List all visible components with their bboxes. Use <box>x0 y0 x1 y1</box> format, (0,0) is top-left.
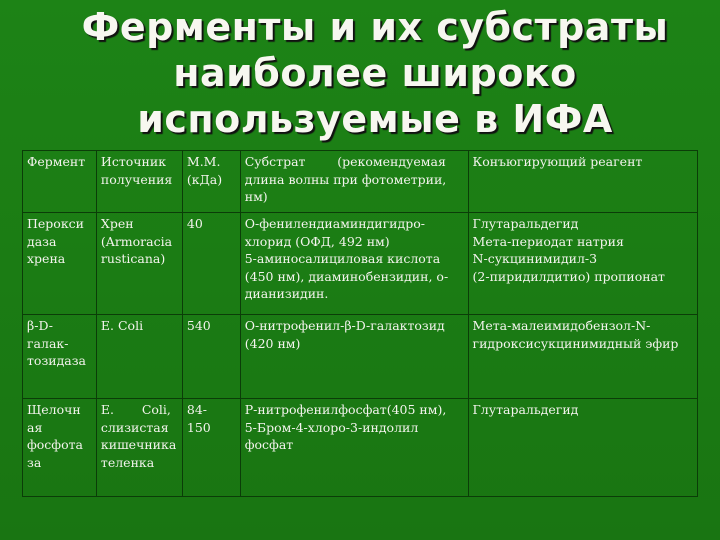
cell-text: М.М. <box>186 154 221 169</box>
cell-text: дианизидин. <box>244 286 329 301</box>
cell-text: получения <box>100 171 173 187</box>
cell-text: Р-нитрофенилфосфат(405 нм), <box>244 402 447 417</box>
cell-text: галак- <box>27 335 69 351</box>
cell-text: тозидаза <box>27 353 87 368</box>
table-header-row <box>23 151 698 213</box>
cell-text: гидроксисукцинимидный эфир <box>472 335 679 351</box>
cell-text: фосфат <box>244 437 294 452</box>
cell-reagent <box>468 213 697 315</box>
cell-text: Щелочн <box>27 402 81 417</box>
enzymes-table <box>22 150 698 497</box>
cell-reagent <box>468 315 697 399</box>
cell-substrate <box>240 399 468 497</box>
title-line-3: используемые в ИФА <box>137 97 613 141</box>
cell-text: фосфота <box>27 437 83 452</box>
cell-text: хрена <box>27 251 66 266</box>
title-line-2: наиболее широко <box>173 51 577 95</box>
cell-text: теленка <box>100 454 155 470</box>
cell-text: (2-пиридилдитио) пропионат <box>472 268 665 284</box>
cell-text: даза <box>27 233 57 249</box>
cell-source <box>96 315 182 399</box>
cell-text: длина волны при фотометрии, <box>244 171 447 187</box>
header-source <box>96 151 182 213</box>
cell-text: 150 <box>186 419 211 435</box>
cell-text: rusticana) <box>100 251 166 266</box>
cell-text: хлорид (ОФД, 492 нм) <box>244 233 390 249</box>
cell-text: Субстрат (рекомендуемая <box>244 154 446 169</box>
cell-text: Мета-малеимидобензол-N- <box>472 318 651 333</box>
header-enzyme <box>23 151 97 213</box>
cell-text: N-сукцинимидил-3 <box>472 251 598 266</box>
cell-reagent <box>468 399 697 497</box>
cell-text: Глутаральдегид <box>472 402 579 417</box>
cell-substrate <box>240 315 468 399</box>
cell-text: кишечника <box>100 437 177 452</box>
cell-text: E. Coli <box>100 318 144 333</box>
cell-text: (450 нм), диаминобензидин, о- <box>244 268 449 284</box>
cell-text: 5-Бром-4-хлоро-3-индолил <box>244 419 419 435</box>
cell-mass <box>182 399 240 497</box>
cell-text: Конъюгирующий реагент <box>472 154 643 169</box>
cell-text: (420 нм) <box>244 335 301 351</box>
cell-substrate <box>240 213 468 315</box>
header-reagent <box>468 151 697 213</box>
cell-text: Глутаральдегид <box>472 216 579 231</box>
title-line-1: Ферменты и их субстраты <box>81 5 669 49</box>
cell-text: О-нитрофенил-β-D-галактозид <box>244 318 445 333</box>
header-mass <box>182 151 240 213</box>
cell-text: Перокси <box>27 216 84 231</box>
cell-text: за <box>27 454 42 470</box>
cell-text: Источник <box>100 154 167 169</box>
cell-source <box>96 399 182 497</box>
cell-text: О-фенилендиаминдигидро- <box>244 216 425 231</box>
header-substrate <box>240 151 468 213</box>
cell-text: слизистая <box>100 419 169 435</box>
cell-text: β-D- <box>27 318 53 333</box>
cell-text: 40 <box>186 216 203 231</box>
cell-text: Хрен <box>100 216 134 231</box>
cell-text: 84- <box>186 402 208 417</box>
cell-mass <box>182 213 240 315</box>
cell-text: Мета-периодат натрия <box>472 233 624 249</box>
cell-text: 5-аминосалициловая кислота <box>244 251 441 266</box>
cell-text: (Armoracia <box>100 233 173 249</box>
table-row <box>23 399 698 497</box>
cell-enzyme <box>23 213 97 315</box>
table-row <box>23 213 698 315</box>
cell-text: Фермент <box>27 154 86 169</box>
cell-text: нм) <box>244 189 268 204</box>
cell-source <box>96 213 182 315</box>
slide-title <box>30 4 720 142</box>
cell-text: (кДа) <box>186 171 223 187</box>
cell-text: E. Coli, <box>100 402 171 417</box>
cell-mass <box>182 315 240 399</box>
cell-enzyme <box>23 399 97 497</box>
cell-text: 540 <box>186 318 211 333</box>
cell-text: ая <box>27 419 43 435</box>
table-row <box>23 315 698 399</box>
cell-enzyme <box>23 315 97 399</box>
